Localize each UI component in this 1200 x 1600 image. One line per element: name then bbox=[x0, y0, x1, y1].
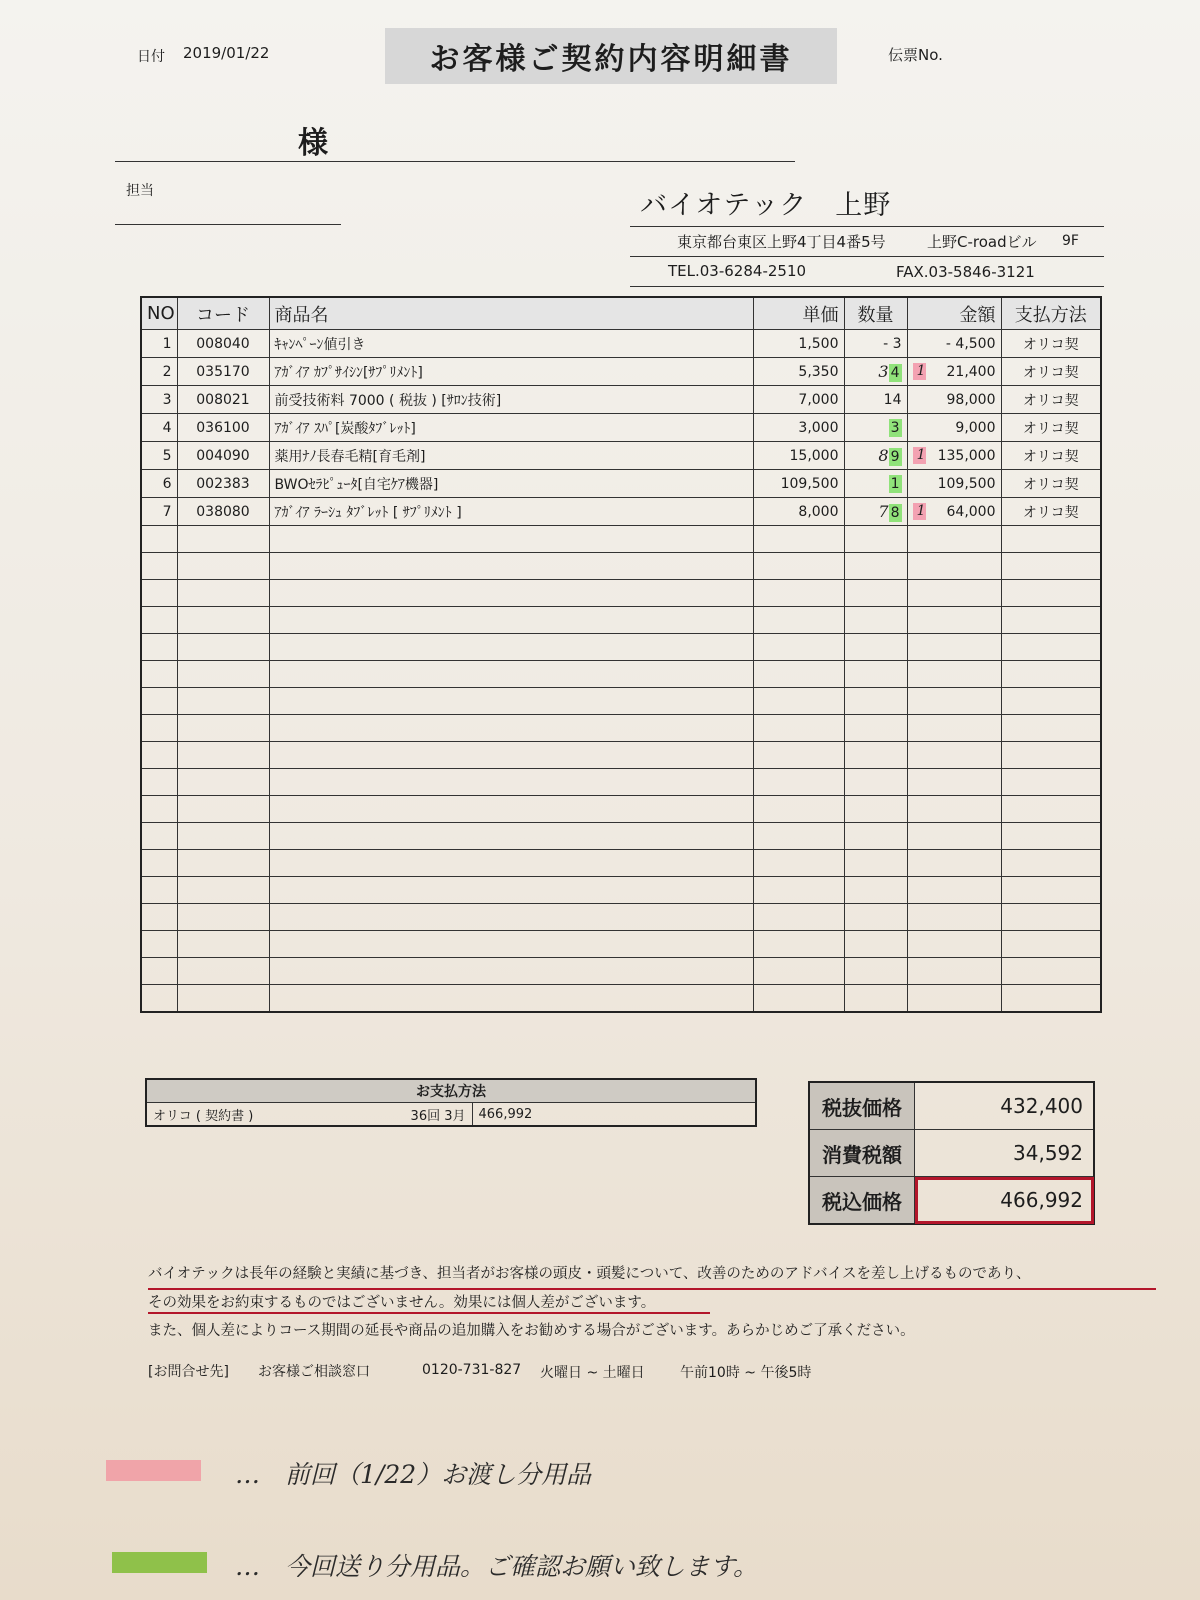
total-row-pretax bbox=[809, 1082, 1094, 1130]
empty-cell bbox=[844, 742, 907, 769]
empty-cell bbox=[907, 931, 1001, 958]
payment-installments: 36回 3月 bbox=[410, 1108, 466, 1124]
empty-cell bbox=[844, 985, 907, 1013]
document-title: お客様ご契約内容明細書 bbox=[385, 28, 837, 84]
disclaimer-underline-1 bbox=[148, 1288, 1156, 1290]
empty-cell bbox=[269, 985, 753, 1013]
empty-cell bbox=[907, 796, 1001, 823]
tax-value: 34,592 bbox=[915, 1130, 1095, 1177]
row-quantity bbox=[844, 442, 907, 470]
address-divider bbox=[630, 256, 1104, 257]
date-value: 2019/01/22 bbox=[183, 44, 270, 62]
empty-cell bbox=[269, 769, 753, 796]
empty-row bbox=[141, 985, 1101, 1013]
empty-cell bbox=[844, 931, 907, 958]
empty-row bbox=[141, 688, 1101, 715]
items-body bbox=[141, 330, 1101, 1013]
row-product-name: ｱｶﾞｲｱ ｶﾌﾟｻｲｼﾝ[ｻﾌﾟﾘﾒﾝﾄ] bbox=[269, 358, 753, 386]
empty-cell bbox=[753, 580, 844, 607]
empty-row bbox=[141, 580, 1101, 607]
empty-cell bbox=[753, 607, 844, 634]
customer-honorific: 様 bbox=[298, 126, 328, 161]
empty-cell bbox=[844, 715, 907, 742]
amount-value: 64,000 bbox=[946, 503, 996, 520]
row-quantity bbox=[844, 358, 907, 386]
empty-cell bbox=[269, 661, 753, 688]
empty-cell bbox=[141, 553, 177, 580]
row-amount bbox=[907, 330, 1001, 358]
empty-cell bbox=[141, 607, 177, 634]
disclaimer-line-2: その効果をお約束するものではございません。効果には個人差がございます。 bbox=[148, 1295, 656, 1311]
empty-cell bbox=[177, 634, 269, 661]
quantity-value: 3 bbox=[890, 419, 900, 436]
pink-mark: 1 bbox=[913, 447, 926, 464]
row-quantity bbox=[844, 386, 907, 414]
empty-cell bbox=[1001, 931, 1101, 958]
table-row bbox=[141, 414, 1101, 442]
empty-cell bbox=[177, 688, 269, 715]
row-unit-price: 15,000 bbox=[753, 442, 844, 470]
row-payment-method: オリコ契 bbox=[1001, 386, 1101, 414]
empty-cell bbox=[1001, 796, 1101, 823]
empty-cell bbox=[907, 661, 1001, 688]
table-row bbox=[141, 386, 1101, 414]
empty-cell bbox=[844, 553, 907, 580]
quantity-value: - 3 bbox=[883, 335, 902, 352]
date-label: 日付 bbox=[137, 49, 165, 65]
empty-cell bbox=[1001, 526, 1101, 553]
empty-cell bbox=[844, 958, 907, 985]
payment-method-name: オリコ ( 契約書 ) bbox=[153, 1108, 254, 1124]
items-table bbox=[140, 296, 1102, 1013]
row-quantity bbox=[844, 330, 907, 358]
empty-cell bbox=[753, 850, 844, 877]
empty-cell bbox=[907, 607, 1001, 634]
empty-cell bbox=[269, 553, 753, 580]
empty-cell bbox=[177, 850, 269, 877]
quantity-value: 14 bbox=[883, 391, 902, 408]
empty-cell bbox=[177, 715, 269, 742]
empty-row bbox=[141, 526, 1101, 553]
empty-cell bbox=[753, 877, 844, 904]
empty-cell bbox=[269, 823, 753, 850]
empty-cell bbox=[141, 526, 177, 553]
row-code: 036100 bbox=[177, 414, 269, 442]
header-code: コード bbox=[177, 297, 269, 330]
empty-cell bbox=[141, 580, 177, 607]
amount-value: 109,500 bbox=[937, 475, 996, 492]
legend-green-text: … 今回送り分用品。ご確認お願い致します。 bbox=[235, 1552, 759, 1581]
empty-cell bbox=[141, 634, 177, 661]
empty-cell bbox=[844, 769, 907, 796]
empty-cell bbox=[1001, 904, 1101, 931]
empty-cell bbox=[269, 796, 753, 823]
row-no: 7 bbox=[141, 498, 177, 526]
empty-row bbox=[141, 634, 1101, 661]
quantity-value: 8 bbox=[890, 505, 900, 521]
table-row bbox=[141, 498, 1101, 526]
empty-cell bbox=[269, 958, 753, 985]
empty-cell bbox=[907, 850, 1001, 877]
empty-cell bbox=[177, 526, 269, 553]
empty-cell bbox=[269, 850, 753, 877]
empty-cell bbox=[907, 877, 1001, 904]
row-unit-price: 7,000 bbox=[753, 386, 844, 414]
empty-cell bbox=[177, 769, 269, 796]
empty-cell bbox=[141, 877, 177, 904]
disclaimer-line-3: また、個人差によりコース期間の延長や商品の追加購入をお勧めする場合がございます。あらかじめご了承ください。 bbox=[148, 1323, 915, 1339]
row-product-name: BWOｾﾗﾋﾟｭｰﾀ[自宅ｹｱ機器] bbox=[269, 470, 753, 498]
row-amount bbox=[907, 442, 1001, 470]
tel-divider bbox=[630, 286, 1104, 287]
slip-number-label: 伝票No. bbox=[888, 46, 943, 64]
header-no: NO bbox=[141, 297, 177, 330]
empty-cell bbox=[844, 526, 907, 553]
empty-cell bbox=[844, 607, 907, 634]
company-fax: FAX.03-5846-3121 bbox=[896, 263, 1035, 281]
empty-cell bbox=[844, 850, 907, 877]
empty-row bbox=[141, 931, 1101, 958]
empty-cell bbox=[269, 526, 753, 553]
empty-row bbox=[141, 823, 1101, 850]
row-payment-method: オリコ契 bbox=[1001, 470, 1101, 498]
amount-value: 135,000 bbox=[937, 447, 996, 464]
quantity-value: 4 bbox=[890, 365, 900, 381]
legend-green-swatch bbox=[112, 1552, 207, 1573]
empty-cell bbox=[269, 931, 753, 958]
row-no: 3 bbox=[141, 386, 177, 414]
empty-cell bbox=[1001, 688, 1101, 715]
empty-cell bbox=[177, 742, 269, 769]
empty-cell bbox=[753, 958, 844, 985]
inquiry-hours: 午前10時 ~ 午後5時 bbox=[680, 1365, 812, 1381]
empty-cell bbox=[907, 904, 1001, 931]
row-product-name: ｱｶﾞｲｱ ﾗｰｼｭ ﾀﾌﾞﾚｯﾄ [ ｻﾌﾟﾘﾒﾝﾄ ] bbox=[269, 498, 753, 526]
row-code: 035170 bbox=[177, 358, 269, 386]
empty-cell bbox=[1001, 769, 1101, 796]
table-row bbox=[141, 470, 1101, 498]
empty-cell bbox=[1001, 553, 1101, 580]
empty-cell bbox=[844, 580, 907, 607]
company-divider bbox=[630, 226, 1104, 227]
empty-cell bbox=[1001, 607, 1101, 634]
empty-cell bbox=[907, 742, 1001, 769]
empty-cell bbox=[177, 553, 269, 580]
empty-cell bbox=[1001, 661, 1101, 688]
empty-row bbox=[141, 877, 1101, 904]
amount-value: 98,000 bbox=[946, 391, 996, 408]
empty-cell bbox=[141, 715, 177, 742]
legend-pink-text: … 前回（1/22）お渡し分用品 bbox=[235, 1460, 592, 1489]
total-row-taxincl bbox=[809, 1177, 1094, 1225]
empty-cell bbox=[753, 634, 844, 661]
inquiry-desk: お客様ご相談窓口 bbox=[258, 1364, 370, 1380]
empty-cell bbox=[141, 742, 177, 769]
tax-label: 消費税額 bbox=[809, 1130, 915, 1177]
empty-cell bbox=[907, 553, 1001, 580]
empty-row bbox=[141, 769, 1101, 796]
inquiry-label: [お問合せ先] bbox=[148, 1364, 229, 1380]
handwritten-quantity: 3 bbox=[878, 362, 889, 381]
empty-cell bbox=[177, 985, 269, 1013]
empty-cell bbox=[1001, 985, 1101, 1013]
empty-cell bbox=[844, 688, 907, 715]
pretax-value: 432,400 bbox=[915, 1082, 1095, 1130]
row-quantity bbox=[844, 414, 907, 442]
empty-cell bbox=[907, 688, 1001, 715]
empty-cell bbox=[141, 850, 177, 877]
empty-row bbox=[141, 715, 1101, 742]
table-row bbox=[141, 330, 1101, 358]
row-unit-price: 3,000 bbox=[753, 414, 844, 442]
empty-cell bbox=[1001, 958, 1101, 985]
quantity-value: 9 bbox=[890, 449, 900, 465]
row-code: 008021 bbox=[177, 386, 269, 414]
empty-row bbox=[141, 850, 1101, 877]
row-product-name: ｱｶﾞｲｱ ｽﾊﾟ[炭酸ﾀﾌﾞﾚｯﾄ] bbox=[269, 414, 753, 442]
header-payment-method: 支払方法 bbox=[1001, 297, 1101, 330]
empty-cell bbox=[1001, 742, 1101, 769]
empty-cell bbox=[269, 742, 753, 769]
row-quantity bbox=[844, 498, 907, 526]
row-amount bbox=[907, 358, 1001, 386]
amount-value: 21,400 bbox=[946, 363, 996, 380]
empty-cell bbox=[1001, 634, 1101, 661]
empty-cell bbox=[1001, 823, 1101, 850]
row-amount bbox=[907, 498, 1001, 526]
quantity-value: 1 bbox=[890, 475, 900, 492]
empty-row bbox=[141, 958, 1101, 985]
empty-cell bbox=[269, 877, 753, 904]
empty-cell bbox=[269, 634, 753, 661]
table-row bbox=[141, 442, 1101, 470]
empty-cell bbox=[177, 877, 269, 904]
row-product-name: 前受技術料 7000 ( 税抜 ) [ｻﾛﾝ技術] bbox=[269, 386, 753, 414]
pretax-label: 税抜価格 bbox=[809, 1082, 915, 1130]
empty-cell bbox=[753, 742, 844, 769]
empty-cell bbox=[141, 823, 177, 850]
empty-cell bbox=[269, 715, 753, 742]
empty-cell bbox=[753, 553, 844, 580]
row-product-name: ｷｬﾝﾍﾟｰﾝ値引き bbox=[269, 330, 753, 358]
row-no: 2 bbox=[141, 358, 177, 386]
pink-mark: 1 bbox=[913, 363, 926, 380]
empty-cell bbox=[844, 796, 907, 823]
taxincl-value: 466,992 bbox=[915, 1177, 1095, 1225]
table-header-row bbox=[141, 297, 1101, 330]
header-product-name: 商品名 bbox=[269, 297, 753, 330]
header-unit-price: 単価 bbox=[753, 297, 844, 330]
inquiry-days: 火曜日 ~ 土曜日 bbox=[540, 1365, 645, 1381]
row-unit-price: 8,000 bbox=[753, 498, 844, 526]
empty-cell bbox=[753, 769, 844, 796]
row-unit-price: 5,350 bbox=[753, 358, 844, 386]
empty-cell bbox=[269, 904, 753, 931]
row-code: 002383 bbox=[177, 470, 269, 498]
handwritten-quantity: 7 bbox=[878, 502, 889, 521]
company-building: 上野C-roadビル bbox=[927, 233, 1037, 251]
taxincl-label: 税込価格 bbox=[809, 1177, 915, 1225]
header-amount: 金額 bbox=[907, 297, 1001, 330]
row-payment-method: オリコ契 bbox=[1001, 442, 1101, 470]
empty-cell bbox=[141, 904, 177, 931]
empty-cell bbox=[269, 607, 753, 634]
total-row-tax bbox=[809, 1130, 1094, 1177]
empty-cell bbox=[1001, 877, 1101, 904]
empty-cell bbox=[141, 796, 177, 823]
legend-pink-swatch bbox=[106, 1460, 201, 1481]
empty-cell bbox=[269, 688, 753, 715]
empty-cell bbox=[907, 769, 1001, 796]
empty-cell bbox=[753, 796, 844, 823]
handwritten-quantity: 8 bbox=[878, 446, 889, 465]
empty-cell bbox=[141, 985, 177, 1013]
empty-cell bbox=[141, 931, 177, 958]
empty-cell bbox=[177, 580, 269, 607]
empty-row bbox=[141, 742, 1101, 769]
empty-cell bbox=[844, 661, 907, 688]
empty-cell bbox=[907, 634, 1001, 661]
empty-cell bbox=[753, 931, 844, 958]
table-row bbox=[141, 358, 1101, 386]
empty-cell bbox=[844, 634, 907, 661]
row-payment-method: オリコ契 bbox=[1001, 414, 1101, 442]
amount-value: - 4,500 bbox=[945, 335, 996, 352]
empty-cell bbox=[753, 985, 844, 1013]
row-amount bbox=[907, 470, 1001, 498]
amount-value: 9,000 bbox=[955, 419, 996, 436]
empty-cell bbox=[753, 526, 844, 553]
empty-cell bbox=[177, 904, 269, 931]
row-unit-price: 1,500 bbox=[753, 330, 844, 358]
empty-cell bbox=[907, 580, 1001, 607]
row-code: 004090 bbox=[177, 442, 269, 470]
empty-cell bbox=[141, 958, 177, 985]
row-unit-price: 109,500 bbox=[753, 470, 844, 498]
row-amount bbox=[907, 386, 1001, 414]
empty-cell bbox=[141, 688, 177, 715]
empty-cell bbox=[753, 661, 844, 688]
company-address: 東京都台東区上野4丁目4番5号 bbox=[677, 233, 886, 251]
empty-cell bbox=[844, 904, 907, 931]
empty-row bbox=[141, 796, 1101, 823]
payment-method-header: お支払方法 bbox=[146, 1079, 756, 1103]
empty-cell bbox=[177, 931, 269, 958]
empty-cell bbox=[1001, 580, 1101, 607]
row-no: 5 bbox=[141, 442, 177, 470]
row-payment-method: オリコ契 bbox=[1001, 358, 1101, 386]
header-quantity: 数量 bbox=[844, 297, 907, 330]
company-floor: 9F bbox=[1062, 233, 1079, 249]
empty-cell bbox=[177, 823, 269, 850]
totals-table bbox=[808, 1081, 1095, 1225]
empty-row bbox=[141, 607, 1101, 634]
empty-cell bbox=[907, 958, 1001, 985]
empty-row bbox=[141, 904, 1101, 931]
representative-label: 担当 bbox=[126, 183, 154, 199]
row-no: 6 bbox=[141, 470, 177, 498]
empty-cell bbox=[753, 823, 844, 850]
inquiry-phone: 0120-731-827 bbox=[422, 1362, 522, 1378]
pink-mark: 1 bbox=[913, 503, 926, 520]
empty-cell bbox=[753, 715, 844, 742]
empty-cell bbox=[844, 877, 907, 904]
row-no: 4 bbox=[141, 414, 177, 442]
customer-name-underline bbox=[115, 161, 795, 162]
empty-cell bbox=[141, 661, 177, 688]
payment-method-cell bbox=[146, 1103, 472, 1127]
empty-row bbox=[141, 661, 1101, 688]
empty-cell bbox=[753, 688, 844, 715]
empty-cell bbox=[907, 526, 1001, 553]
empty-cell bbox=[177, 958, 269, 985]
empty-cell bbox=[907, 715, 1001, 742]
empty-cell bbox=[177, 607, 269, 634]
empty-cell bbox=[141, 769, 177, 796]
empty-row bbox=[141, 553, 1101, 580]
disclaimer-underline-2 bbox=[148, 1312, 710, 1314]
row-payment-method: オリコ契 bbox=[1001, 330, 1101, 358]
payment-method-box: お支払方法 オリコ ( 契約書 ) 36回 3月 466,992 bbox=[145, 1078, 757, 1127]
empty-cell bbox=[269, 580, 753, 607]
company-name: バイオテック 上野 bbox=[640, 190, 892, 221]
company-tel: TEL.03-6284-2510 bbox=[668, 262, 807, 280]
empty-cell bbox=[753, 904, 844, 931]
empty-cell bbox=[844, 823, 907, 850]
row-quantity bbox=[844, 470, 907, 498]
row-product-name: 薬用ﾅﾉ長春毛精[育毛剤] bbox=[269, 442, 753, 470]
row-code: 038080 bbox=[177, 498, 269, 526]
empty-cell bbox=[1001, 850, 1101, 877]
row-no: 1 bbox=[141, 330, 177, 358]
disclaimer-line-1: バイオテックは長年の経験と実績に基づき、担当者がお客様の頭皮・頭髪について、改善のためのアドバイスを差し上げるものであり、 bbox=[148, 1266, 1031, 1282]
representative-underline bbox=[115, 224, 341, 225]
empty-cell bbox=[1001, 715, 1101, 742]
empty-cell bbox=[907, 985, 1001, 1013]
empty-cell bbox=[907, 823, 1001, 850]
row-payment-method: オリコ契 bbox=[1001, 498, 1101, 526]
row-amount bbox=[907, 414, 1001, 442]
row-code: 008040 bbox=[177, 330, 269, 358]
empty-cell bbox=[177, 661, 269, 688]
empty-cell bbox=[177, 796, 269, 823]
